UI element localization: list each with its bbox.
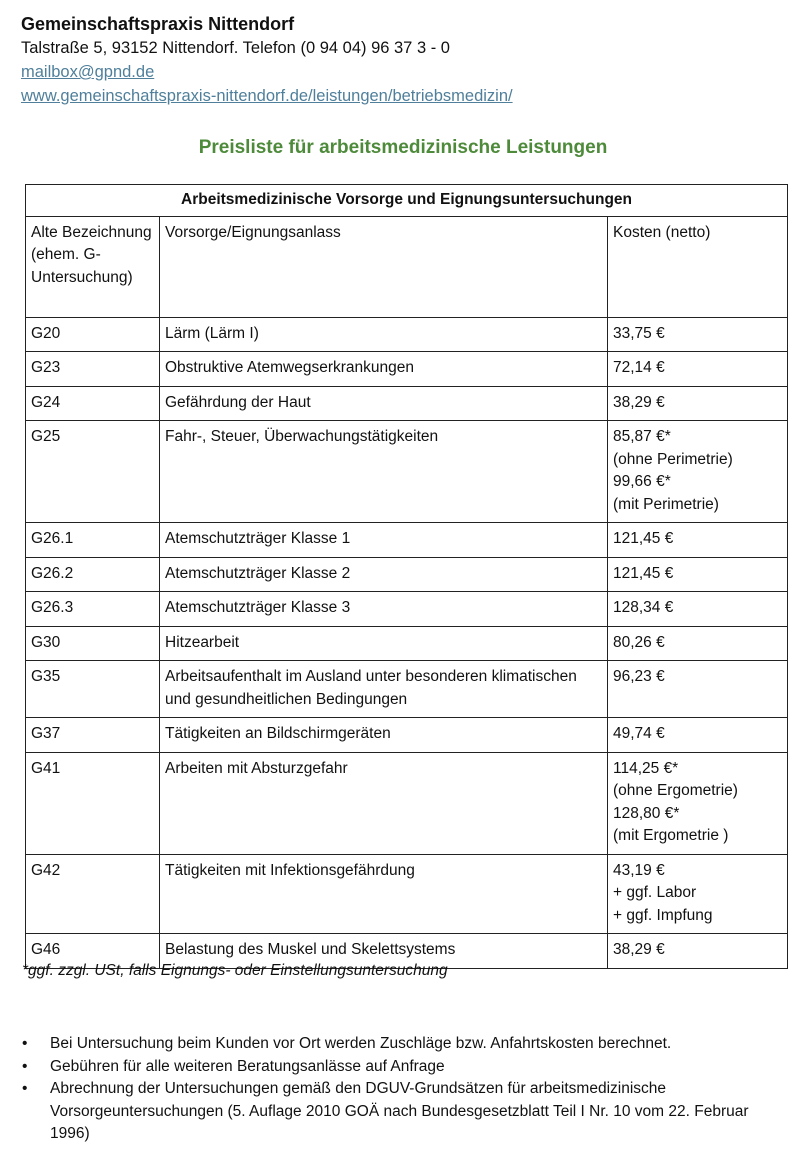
- row-code: G42: [26, 854, 160, 934]
- row-cost: [608, 317, 788, 352]
- cost-line: 128,34 €: [613, 599, 674, 616]
- cost-line: 38,29 €: [613, 941, 665, 958]
- row-cost: [608, 557, 788, 592]
- cost-line: 99,66 €*: [613, 473, 671, 490]
- table-row: [26, 421, 788, 523]
- bullet-icon: •: [22, 1057, 28, 1075]
- row-reason: Lärm (Lärm I): [160, 317, 608, 352]
- cost-line: 114,25 €*: [613, 759, 679, 777]
- cost-line: (mit Perimetrie): [613, 495, 719, 513]
- row-reason: Atemschutzträger Klasse 3: [160, 592, 608, 627]
- list-item: [22, 1056, 792, 1079]
- table-row: [26, 626, 788, 661]
- row-cost: [608, 934, 788, 969]
- table-row: [26, 592, 788, 627]
- table-row: [26, 317, 788, 352]
- cost-line: 33,75 €: [613, 324, 665, 342]
- table-row: [26, 752, 788, 854]
- cost-line: 49,74 €: [613, 725, 665, 742]
- row-cost: [608, 626, 788, 661]
- row-code: G46: [26, 934, 160, 969]
- row-cost: [608, 592, 788, 627]
- row-code: G23: [26, 352, 160, 387]
- table-row: [26, 854, 788, 934]
- cost-line: (ohne Ergometrie): [613, 782, 738, 799]
- row-reason: Hitzearbeit: [160, 626, 608, 661]
- row-reason: Belastung des Muskel und Skelettsystems: [160, 934, 608, 969]
- row-reason: Fahr-, Steuer, Überwachungstätigkeiten: [160, 421, 608, 523]
- note-text: Bei Untersuchung beim Kunden vor Ort werden Zuschläge bzw. Anfahrtskosten berechnet.: [50, 1035, 672, 1052]
- cost-line: 121,45 €: [613, 564, 674, 582]
- row-cost: [608, 386, 788, 421]
- page-title: Preisliste für arbeitsmedizinische Leistungen: [198, 137, 608, 158]
- row-cost: [608, 421, 788, 523]
- row-reason: Arbeiten mit Absturzgefahr: [160, 752, 608, 854]
- row-cost: [608, 352, 788, 387]
- row-code: G25: [26, 421, 160, 523]
- row-code: G26.1: [26, 523, 160, 558]
- practice-name: Gemeinschaftspraxis Nittendorf: [21, 14, 295, 34]
- table-row: [26, 661, 788, 718]
- cost-line: + ggf. Impfung: [613, 906, 713, 924]
- row-cost: [608, 523, 788, 558]
- email-link[interactable]: mailbox@gpnd.de: [21, 63, 155, 81]
- cost-line: 128,80 €*: [613, 804, 680, 822]
- list-item: [22, 1078, 792, 1146]
- column-header-cost: Kosten (netto): [608, 216, 788, 317]
- cost-line: (ohne Perimetrie): [613, 450, 733, 468]
- row-code: G26.2: [26, 557, 160, 592]
- table-row: [26, 352, 788, 387]
- table-row: [26, 523, 788, 558]
- cost-line: 96,23 €: [613, 668, 665, 685]
- row-code: G41: [26, 752, 160, 854]
- practice-address: Talstraße 5, 93152 Nittendorf. Telefon (0 94 04) 96 37 3 - 0: [21, 39, 450, 57]
- note-text: Gebühren für alle weiteren Beratungsanlässe auf Anfrage: [50, 1057, 445, 1075]
- row-reason: Atemschutzträger Klasse 2: [160, 557, 608, 592]
- row-code: G30: [26, 626, 160, 661]
- cost-line: 38,29 €: [613, 393, 665, 411]
- bullet-icon: •: [22, 1035, 28, 1052]
- cost-line: 80,26 €: [613, 633, 665, 651]
- cost-line: 72,14 €: [613, 359, 665, 376]
- cost-line: 43,19 €: [613, 861, 665, 879]
- website-link[interactable]: www.gemeinschaftspraxis-nittendorf.de/leistungen/betriebsmedizin/: [21, 87, 513, 105]
- price-table: [25, 184, 788, 969]
- list-item: [22, 1033, 792, 1056]
- letterhead: [21, 12, 791, 108]
- table-row: [26, 718, 788, 753]
- row-reason: Atemschutzträger Klasse 1: [160, 523, 608, 558]
- row-code: G35: [26, 661, 160, 718]
- row-code: G20: [26, 317, 160, 352]
- row-cost: [608, 752, 788, 854]
- cost-line: 121,45 €: [613, 530, 674, 547]
- column-header-reason: Vorsorge/Eignungsanlass: [160, 216, 608, 317]
- table-row: [26, 386, 788, 421]
- row-cost: [608, 661, 788, 718]
- row-code: G24: [26, 386, 160, 421]
- row-code: G37: [26, 718, 160, 753]
- bullet-icon: •: [22, 1080, 28, 1097]
- cost-line: + ggf. Labor: [613, 884, 697, 901]
- notes-list: [22, 1033, 792, 1146]
- row-cost: [608, 854, 788, 934]
- row-code: G26.3: [26, 592, 160, 627]
- row-reason: Tätigkeiten mit Infektionsgefährdung: [160, 854, 608, 934]
- row-reason: Obstruktive Atemwegserkrankungen: [160, 352, 608, 387]
- footnote: *ggf. zzgl. USt, falls Eignungs- oder Einstellungsuntersuchung: [22, 962, 448, 979]
- table-row: [26, 557, 788, 592]
- row-reason: Gefährdung der Haut: [160, 386, 608, 421]
- row-reason: Tätigkeiten an Bildschirmgeräten: [160, 718, 608, 753]
- table-column-header-row: [26, 216, 788, 317]
- note-text: Abrechnung der Untersuchungen gemäß den DGUV-Grundsätzen für arbeitsmedizinische Vorsorgeuntersuchungen (5. Auflage 2010 GOÄ nach Bundesgesetzblatt Teil I Nr. 10 vom 22. Februar 1996): [50, 1080, 749, 1142]
- row-reason: Arbeitsaufenthalt im Ausland unter besonderen klimatischen und gesundheitlichen Bedingungen: [160, 661, 608, 718]
- table-section-header: Arbeitsmedizinische Vorsorge und Eignungsuntersuchungen: [26, 185, 788, 217]
- column-header-code: Alte Bezeichnung (ehem. G-Untersuchung): [26, 216, 160, 317]
- cost-line: 85,87 €*: [613, 428, 671, 445]
- row-cost: [608, 718, 788, 753]
- cost-line: (mit Ergometrie ): [613, 827, 729, 844]
